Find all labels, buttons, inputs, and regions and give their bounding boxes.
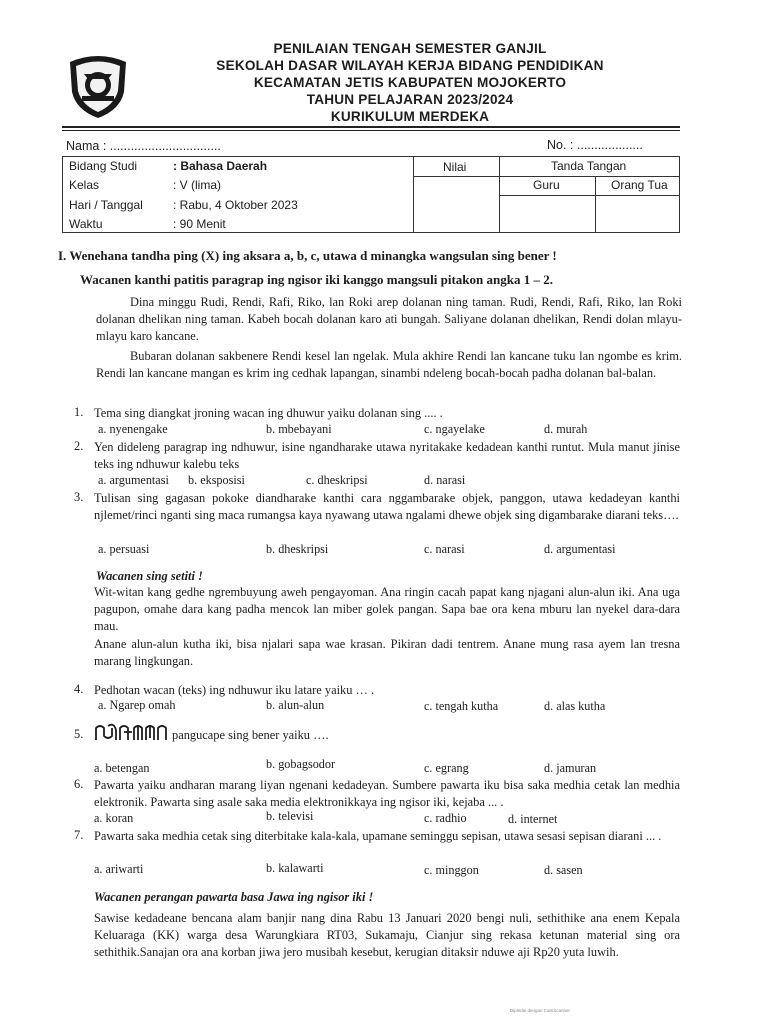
reading3-heading: Wacanen perangan pawarta basa Jawa ing ngisor iki ! xyxy=(94,890,374,904)
question-number: 4. xyxy=(74,682,84,696)
q6-option-a[interactable]: a. koran xyxy=(94,811,134,825)
q3-option-c[interactable]: c. narasi xyxy=(424,542,465,556)
question-number: 3. xyxy=(74,490,84,504)
question-7-text: Pawarta saka medhia cetak sing diterbitake kala-kala, upamane seminggu sepisan, utawa sesasi sepisan diarani ... . xyxy=(94,829,662,843)
q1-option-c[interactable]: c. ngayelake xyxy=(424,422,485,436)
q5-option-b[interactable]: b. gobagsodor xyxy=(266,757,336,771)
scanner-watermark: Dipindai dengan CamScanner xyxy=(510,1008,571,1013)
question-number: 7. xyxy=(74,828,84,842)
student-name-field[interactable]: Nama : ................................ xyxy=(66,139,221,153)
question-number: 2. xyxy=(74,439,84,453)
q7-option-b[interactable]: b. kalawarti xyxy=(266,861,324,875)
class-label: Kelas xyxy=(69,178,100,192)
header-line-2: SEKOLAH DASAR WILAYAH KERJA BIDANG PENDIDIKAN xyxy=(216,58,604,73)
reading2-heading: Wacanen sing setiti ! xyxy=(96,569,203,583)
time-label: Waktu xyxy=(69,217,103,231)
question-1-text: Tema sing diangkat jroning wacan ing dhuwur yaiku dolanan sing .... . xyxy=(94,406,443,420)
question-number: 1. xyxy=(74,405,84,419)
question-6-text: Pawarta yaiku andharan marang liyan ngenani kedadeyan. Sumbere pawarta iku bisa saka medhia cetak lan medhia elektronik. Pawarta sing asale saka media elektronikkaya ing ngisor iki, kejaba ... . xyxy=(94,778,680,809)
date-label: Hari / Tanggal xyxy=(69,198,143,212)
q3-option-b[interactable]: b. dheskripsi xyxy=(266,542,329,556)
q2-option-a[interactable]: a. argumentasi xyxy=(98,473,169,487)
q4-option-d[interactable]: d. alas kutha xyxy=(544,699,606,713)
school-emblem-logo xyxy=(64,52,132,120)
question-number: 6. xyxy=(74,777,84,791)
class-value: : V (lima) xyxy=(173,178,221,192)
exam-info-table xyxy=(62,156,680,233)
q2-option-d[interactable]: d. narasi xyxy=(424,473,466,487)
q6-option-b[interactable]: b. televisi xyxy=(266,809,314,823)
q3-option-a[interactable]: a. persuasi xyxy=(98,542,150,556)
question-3-text: Tulisan sing gagasan pokoke diandharake kanthi cara nggambarake objek, panggon, utawa kedadeyan kanthi njlemet/rinci nganti sing maca rumangsa kaya nyawang utawa ngalami dhewe objek sing digambarake diarani teks…. xyxy=(94,491,680,522)
q4-option-c[interactable]: c. tengah kutha xyxy=(424,699,499,713)
q1-option-a[interactable]: a. nyenengake xyxy=(98,422,168,436)
header-line-3: KECAMATAN JETIS KABUPATEN MOJOKERTO xyxy=(253,75,567,90)
question-number: 5. xyxy=(74,727,84,741)
q2-option-c[interactable]: c. dheskripsi xyxy=(306,473,368,487)
signature-label: Tanda Tangan xyxy=(551,159,627,173)
question-5-text: pangucape sing bener yaiku …. xyxy=(172,728,329,742)
reading2-paragraph-1: Wit-witan kang gedhe ngrembuyung aweh pengayoman. Ana ringin cacah papat kang njagani alun-alun iki. Ana uga pagupon, omahe dara kang padha mencok lan miber golek pangan. Sapa bae ora kena mburu lan nyekel dara-dara mau. xyxy=(94,585,680,633)
q6-option-d[interactable]: d. internet xyxy=(508,812,558,826)
question-4-text: Pedhotan wacan (teks) ing ndhuwur iku latare yaiku … . xyxy=(94,683,375,697)
header-line-4: TAHUN PELAJARAN 2023/2024 xyxy=(306,92,514,107)
q4-option-b[interactable]: b. alun-alun xyxy=(266,698,325,712)
reading2-paragraph-2: Anane alun-alun kutha iki, bisa njalari sapa wae krasan. Pikiran dadi tentrem. Anane mung rasa ayem lan tresna marang lingkungan. xyxy=(94,637,680,668)
date-value: : Rabu, 4 Oktober 2023 xyxy=(173,198,298,212)
q3-option-d[interactable]: d. argumentasi xyxy=(544,542,616,556)
q5-option-a[interactable]: a. betengan xyxy=(94,761,150,775)
teacher-signature-label: Guru xyxy=(533,178,560,192)
q5-option-d[interactable]: d. jamuran xyxy=(544,761,597,775)
q7-option-a[interactable]: a. ariwarti xyxy=(94,862,144,876)
score-label: Nilai xyxy=(443,160,467,174)
q1-option-b[interactable]: b. mbebayani xyxy=(266,422,332,436)
q5-option-c[interactable]: c. egrang xyxy=(424,761,469,775)
reading1-paragraph-1: Dina minggu Rudi, Rendi, Rafi, Riko, lan Roki arep dolanan ning taman. Rudi, Rendi, Rafi, Riko, lan Roki dolanan dhelikan ning taman. Kabeh bocah dolanan karo ati bungah. Saliyane dolanan dhelikan, Rendi dolan mlayu-mlayu karo kancane. xyxy=(96,295,682,343)
javanese-script-word-image xyxy=(94,722,168,744)
header-line-1: PENILAIAN TENGAH SEMESTER GANJIL xyxy=(273,41,547,56)
header-divider xyxy=(62,126,680,128)
reading-instruction: Wacanen kanthi patitis paragrap ing ngisor iki kanggo mangsuli pitakon angka 1 – 2. xyxy=(80,272,553,287)
header-divider-thin xyxy=(62,130,680,131)
q7-option-c[interactable]: c. minggon xyxy=(424,863,479,877)
q6-option-c[interactable]: c. radhio xyxy=(424,811,467,825)
reading1-paragraph-2: Bubaran dolanan sakbenere Rendi kesel lan ngelak. Mula akhire Rendi lan kancane tuku lan ngombe es krim. Rendi lan kancane mangan es krim ing cedhak lapangan, sinambi ndeleng bocah-bocah padha dolanan bal-balan. xyxy=(96,349,682,380)
exam-header xyxy=(150,40,670,125)
parent-signature-label: Orang Tua xyxy=(611,178,668,192)
q1-option-d[interactable]: d. murah xyxy=(544,422,588,436)
q4-option-a[interactable]: a. Ngarep omah xyxy=(98,698,176,712)
q2-option-b[interactable]: b. eksposisi xyxy=(188,473,245,487)
reading3-paragraph-1: Sawise kedadeane bencana alam banjir nang dina Rabu 13 Januari 2020 bengi nuli, sethithike ana enem Kepala Keluaraga (KK) warga desa Warungkiara RT03, Sukamaju, Cianjur sing rekasa ketunan material sing ora sethithik.Sanajan ora ana korban jiwa jero musibah kesebut, kerugian ditaksir nduwe aji Rp20 yuta luwih. xyxy=(94,911,680,959)
q7-option-d[interactable]: d. sasen xyxy=(544,863,583,877)
question-2-text: Yen dideleng paragrap ing ndhuwur, isine ngandharake utawa nyritakake kedadean kanthi runtut. Mula manut jinise teks ing ndhuwur kalebu teks xyxy=(94,440,680,471)
section-title: I. Wenehana tandha ping (X) ing aksara a, b, c, utawa d minangka wangsulan sing bener ! xyxy=(58,248,557,263)
time-value: : 90 Menit xyxy=(173,217,226,231)
student-number-field[interactable]: No. : ................... xyxy=(547,138,643,152)
subject-value: : Bahasa Daerah xyxy=(173,159,268,173)
subject-label: Bidang Studi xyxy=(69,159,138,173)
header-line-5: KURIKULUM MERDEKA xyxy=(330,109,490,124)
